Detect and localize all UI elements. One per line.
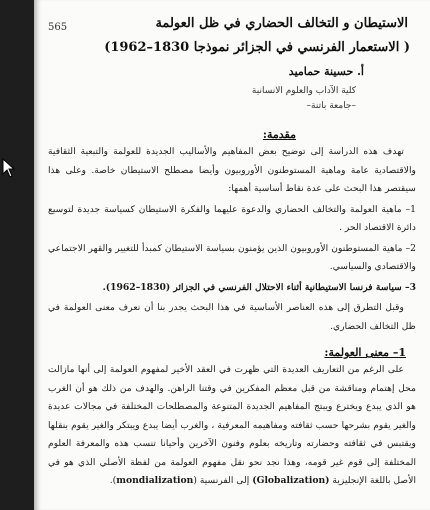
mouse-cursor-icon xyxy=(2,158,16,178)
term-english: (Globalization) xyxy=(252,475,330,486)
list-item-point1: 1– ماهية العولمة والتخالف الحضاري والدعوة عليهما والفكرة الاستيطان كسياسة جديدة لتوسيع دائرة الاقتصاد الحر . xyxy=(48,203,416,233)
affiliation xyxy=(48,84,356,114)
affiliation-faculty: كلية الآداب والعلوم الانسانية xyxy=(251,86,356,96)
affiliation-university: –جامعة باتنة– xyxy=(306,101,356,111)
intro-paragraph: تهدف هذه الدراسة إلى توضيح بعض المفاهيم والأساليب الجديدة للعولمة والتبعية الثقافية والاقتصادية عامة وماهية المستوطنون الأوروبيون وأيضا مصطلح الاستيطان خاصة. وعلى هذا سيقتصر هذا البحث على عدة نقاط أساسية أهمها: xyxy=(48,146,416,194)
globalization-paragraph xyxy=(48,361,416,491)
header-line xyxy=(48,14,416,34)
section-heading-globalization: 1– معنى العولمة: xyxy=(324,346,406,359)
globalization-text-end: ). xyxy=(109,475,117,486)
viewer-left-strip xyxy=(0,0,34,510)
globalization-text: على الرغم من التعاريف العديدة التي ظهرت في العقد الأخير لمفهوم العولمة إلى أنها مازالت محل إهتمام ومناقشة من قبل معظم المفكرين في وقتنا الراهن. والهدف من ذلك هو أن الغرب هو الذي يبدع ويخترع ويبتج المفاهيم الجديدة المتنوعة والمصطلحات المختلفة في مجالات عديدة والغير يقوم بشرحها حسب ثقافته ومفاهيمه المعرفية ، والغرب أيضا يبدع ويبتكر والغير يقوم بنقلها ويقتبس في ثقافته وحضارته وتاريخه بعلوم وفنون الآخرين وأحيانا تنسب هذه والمعرفة العلوم المختلفة إلى قوم غير قومه، وهذا نجد نحو نقل مفهوم العولمة من لفظة الأصلي الذي هو في الأصل باللغة الإنجليزية xyxy=(48,364,416,486)
list-item-point3: 3– سياسة فرنسا الاستيطانية أثناء الاحتلال الفرنسي في الجزائر (1830–1962). xyxy=(102,281,416,293)
page-content xyxy=(48,14,416,510)
page-number: 565 xyxy=(48,22,68,33)
article-title-line1: الاستيطان و التخالف الحضاري في ظل العولمة xyxy=(155,16,408,31)
author-name: أ. حسينة حماميد xyxy=(288,65,364,78)
globalization-text-tail: إلى الفرنسية ( xyxy=(193,475,250,486)
article-title-line2: ( الاستعمار الفرنسي في الجزائر نموذجا 1830–1962) xyxy=(104,40,410,55)
term-french: mondialization xyxy=(116,475,194,486)
outro-paragraph: وقبل التطرق إلى هذه العناصر الأساسية في هذا البحث يجدر بنا أن نعرف معنى العولمة في ظل التخالف الحضاري. xyxy=(48,302,416,332)
document-page xyxy=(34,0,430,510)
list-item-point2: 2– ماهية المستوطنون الأوروبيون الذين يؤمنون بسياسة الاستيطان كمبدأ للتغيير والقهر الاجتماعي والاقتصادي والسياسي. xyxy=(48,242,416,272)
section-heading-intro: مقدمة: xyxy=(262,128,296,141)
